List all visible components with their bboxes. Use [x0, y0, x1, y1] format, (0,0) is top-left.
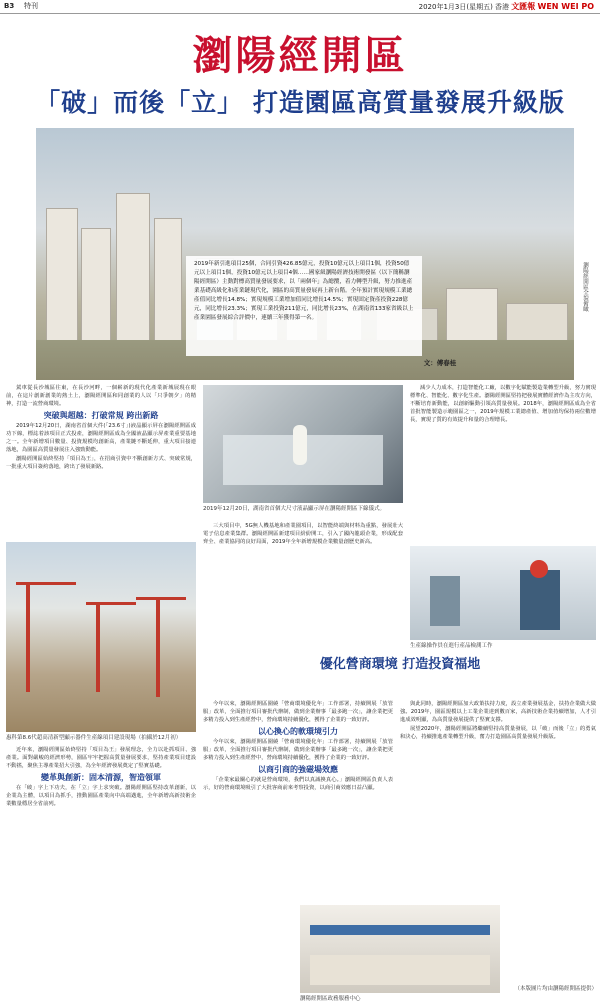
paragraph: 展望2020年，瀏陽經開區將繼續堅持高質量發展，以「破」而後「立」的勇氣和決心，持續推進產業轉型升級，奮力打造園區高質量發展升級版。 — [400, 726, 596, 740]
subheadline: 「破」而後「立」 打造園區高質量發展升級版 — [35, 88, 565, 117]
section-banner: 優化營商環境 打造投資福地 — [319, 657, 481, 672]
paragraph: 近年來，瀏陽經開區始終堅持「項目為王」發展理念，全力以赴抓項目、強產業。面對嚴峻的經濟形勢，園區牢牢把握高質量發展要求，堅持產業項目建設不動搖，聚焦主導產業招大引強，為全年經濟發展奠定了堅實基礎。 — [6, 747, 196, 769]
photo-credit: （本版圖片均由瀏陽經開區提供） — [514, 986, 597, 992]
section-heading-soft-environment: 以心換心的軟環境引力 — [258, 727, 338, 736]
paragraph: 三大項目中，5G無人機基地和產業園項目，以智能終端與材料為重點，發展壯大電子信息產業集群。瀏陽經開區新建項目紛紛開工，引入了國內龍頭企業，形成配套齊全、產業協同的良好局面，2019年全年新增規模企業數量創歷史新高。 — [203, 523, 403, 545]
column-left-top — [6, 384, 196, 534]
byline: 文：傅春桂 — [423, 359, 457, 367]
factory-photo — [203, 385, 403, 503]
headline: 瀏陽經開區 — [192, 33, 408, 79]
section-heading-reform: 變革與創新：固本清源，智造領軍 — [41, 773, 161, 782]
section-heading-magnet-effect: 以商引商的強磁場效應 — [258, 765, 338, 774]
column-right-top — [410, 384, 596, 544]
service-center-caption: 瀏陽經開區政務服務中心 — [300, 996, 361, 1002]
paragraph: 今年以來，瀏陽經開區圍繞「營商環境優化年」工作部署，持續開展「放管服」改革，全面推行項目審批代辦制，做到企業辦事「最多跑一次」，讓企業把更多精力投入到生產經營中，營商環境持續優化，獲得了企業的一致好評。 — [203, 739, 393, 761]
page-header — [0, 0, 600, 14]
hero-caption: 2019年新引進項目25個，合同引資426.85億元，投資10億元以上項目1個，投資50億元以上項目1個，投資10億元以上項目4個……國家級瀏陽經濟技術開發區（以下簡稱瀏陽經開區）主動對標高質量發展要求，以「兩個年」為總攬，着力轉型升級，努力推進產業基礎高級化和產業鏈現代化，園區的高質量發展再上新台階。全年預計實現規模工業總產值同比增長14.8%；實現規模工業增加值同比增長14.5%；實現固定資產投資228億元，同比增長23.3%；實現工業投資211億元，同比增長23%，在湖南省133家省級以上產業園區發展綜合評價中，連續三年獲得第一名。 — [186, 256, 422, 356]
column-right-bottom — [400, 700, 596, 900]
intro-paragraph: 駕車從長沙城區往東，在長沙河畔，一個嶄新的現代化產業新城展現在眼前，在這片創新創業的熱土上，瀏陽經開區和同創業的人以「只爭朝夕」的精神，打造一流營商環境。 — [6, 385, 196, 407]
paragraph: 「企業家最關心的就是營商環境，我們以真誠換真心。」瀏陽經開區負責人表示，好的營商環境吸引了大批客商前來考察投資，以商引商效應日益凸顯。 — [203, 777, 393, 791]
section-heading-breakthrough: 突破與超越：打破常規 跨出新路 — [43, 411, 159, 420]
construction-photo — [6, 542, 196, 732]
section-name: 特刊 — [24, 2, 38, 10]
issue-date: 2020年1月3日(星期五) — [418, 3, 493, 11]
service-center-photo — [300, 905, 500, 993]
column-left-bottom — [6, 746, 196, 1001]
paragraph: 在「破」字上下功夫，在「立」字上求突破。瀏陽經開區堅持改革創新，以企業為主體，以項目為抓手，推動園區產業向中高端邁進，全年新增高新技術企業數量穩居全省前列。 — [6, 785, 196, 807]
brand-logo: 文匯報 — [511, 2, 536, 11]
paragraph: 今年以來，瀏陽經開區圍繞「營商環境優化年」工作部署，持續開展「放管服」改革，全面推行項目審批代辦制，做到企業辦事「最多跑一次」，讓企業把更多精力投入到生產經營中，營商環境持續優化，獲得了企業的一致好評。 — [203, 701, 393, 723]
construction-photo-caption: 惠科第8.6代超高清新型顯示器件生產線項目建設現場（拍攝於12月初） — [6, 735, 182, 741]
factory-photo-caption: 2019年12月20日，湖南省首個大尺寸液晶顯示屏在瀏陽經開區下線儀式。 — [203, 506, 385, 512]
brand-english: WEN WEI PO — [537, 2, 594, 11]
paragraph: 與此同時，瀏陽經開區加大政策扶持力度，設立產業發展基金，扶持企業做大做強。2019年，園區規模以上工業企業達到數百家，高新技術企業持續增加，人才引進成效明顯，為高質量發展提供了堅實支撐。 — [400, 701, 596, 723]
page-number: B3 — [4, 2, 15, 10]
worker-photo — [410, 546, 596, 640]
column-middle — [203, 522, 403, 642]
hero-vertical-caption: 瀏陽經開區全貌俯瞰 — [582, 262, 588, 312]
paragraph: 減少人力成本，打造智能化工廠，以數字化賦能製造業轉型升級，努力實現標準化、智能化、數字化生產。瀏陽經開區堅持把發展實體經濟作為主攻方向，不斷培育新動能，以創新驅動引領高質量發展。2018年，瀏陽經開區成為全省首批智能製造示範園區之一，2019年規模工業總產值、增加值均保持兩位數增長，實現了質的有效提升和量的合理增長。 — [410, 385, 596, 423]
paragraph: 2019年12月20日，湖南省首個大件(「23.6寸」)液晶顯示屏在瀏陽經開區成功下線，標誌着該項目正式投產，瀏陽經開區成為全國液晶顯示屏產業重要基地之一。全年新增項目數量、投資規模均創新高，產業鏈不斷延伸，重大項目接連落地，為園區高質量發展注入強勁動能。 — [6, 423, 196, 453]
region-label: 香港 — [495, 3, 510, 11]
worker-photo-caption: 生產線操作員在進行產品檢測工作 — [410, 643, 493, 649]
paragraph: 瀏陽經開區始終堅持「項目為王」，在招商引資中不斷創新方式、突破常規，一批重大項目簽約落地，跨出了發展新路。 — [6, 456, 196, 470]
header-right — [419, 0, 594, 14]
